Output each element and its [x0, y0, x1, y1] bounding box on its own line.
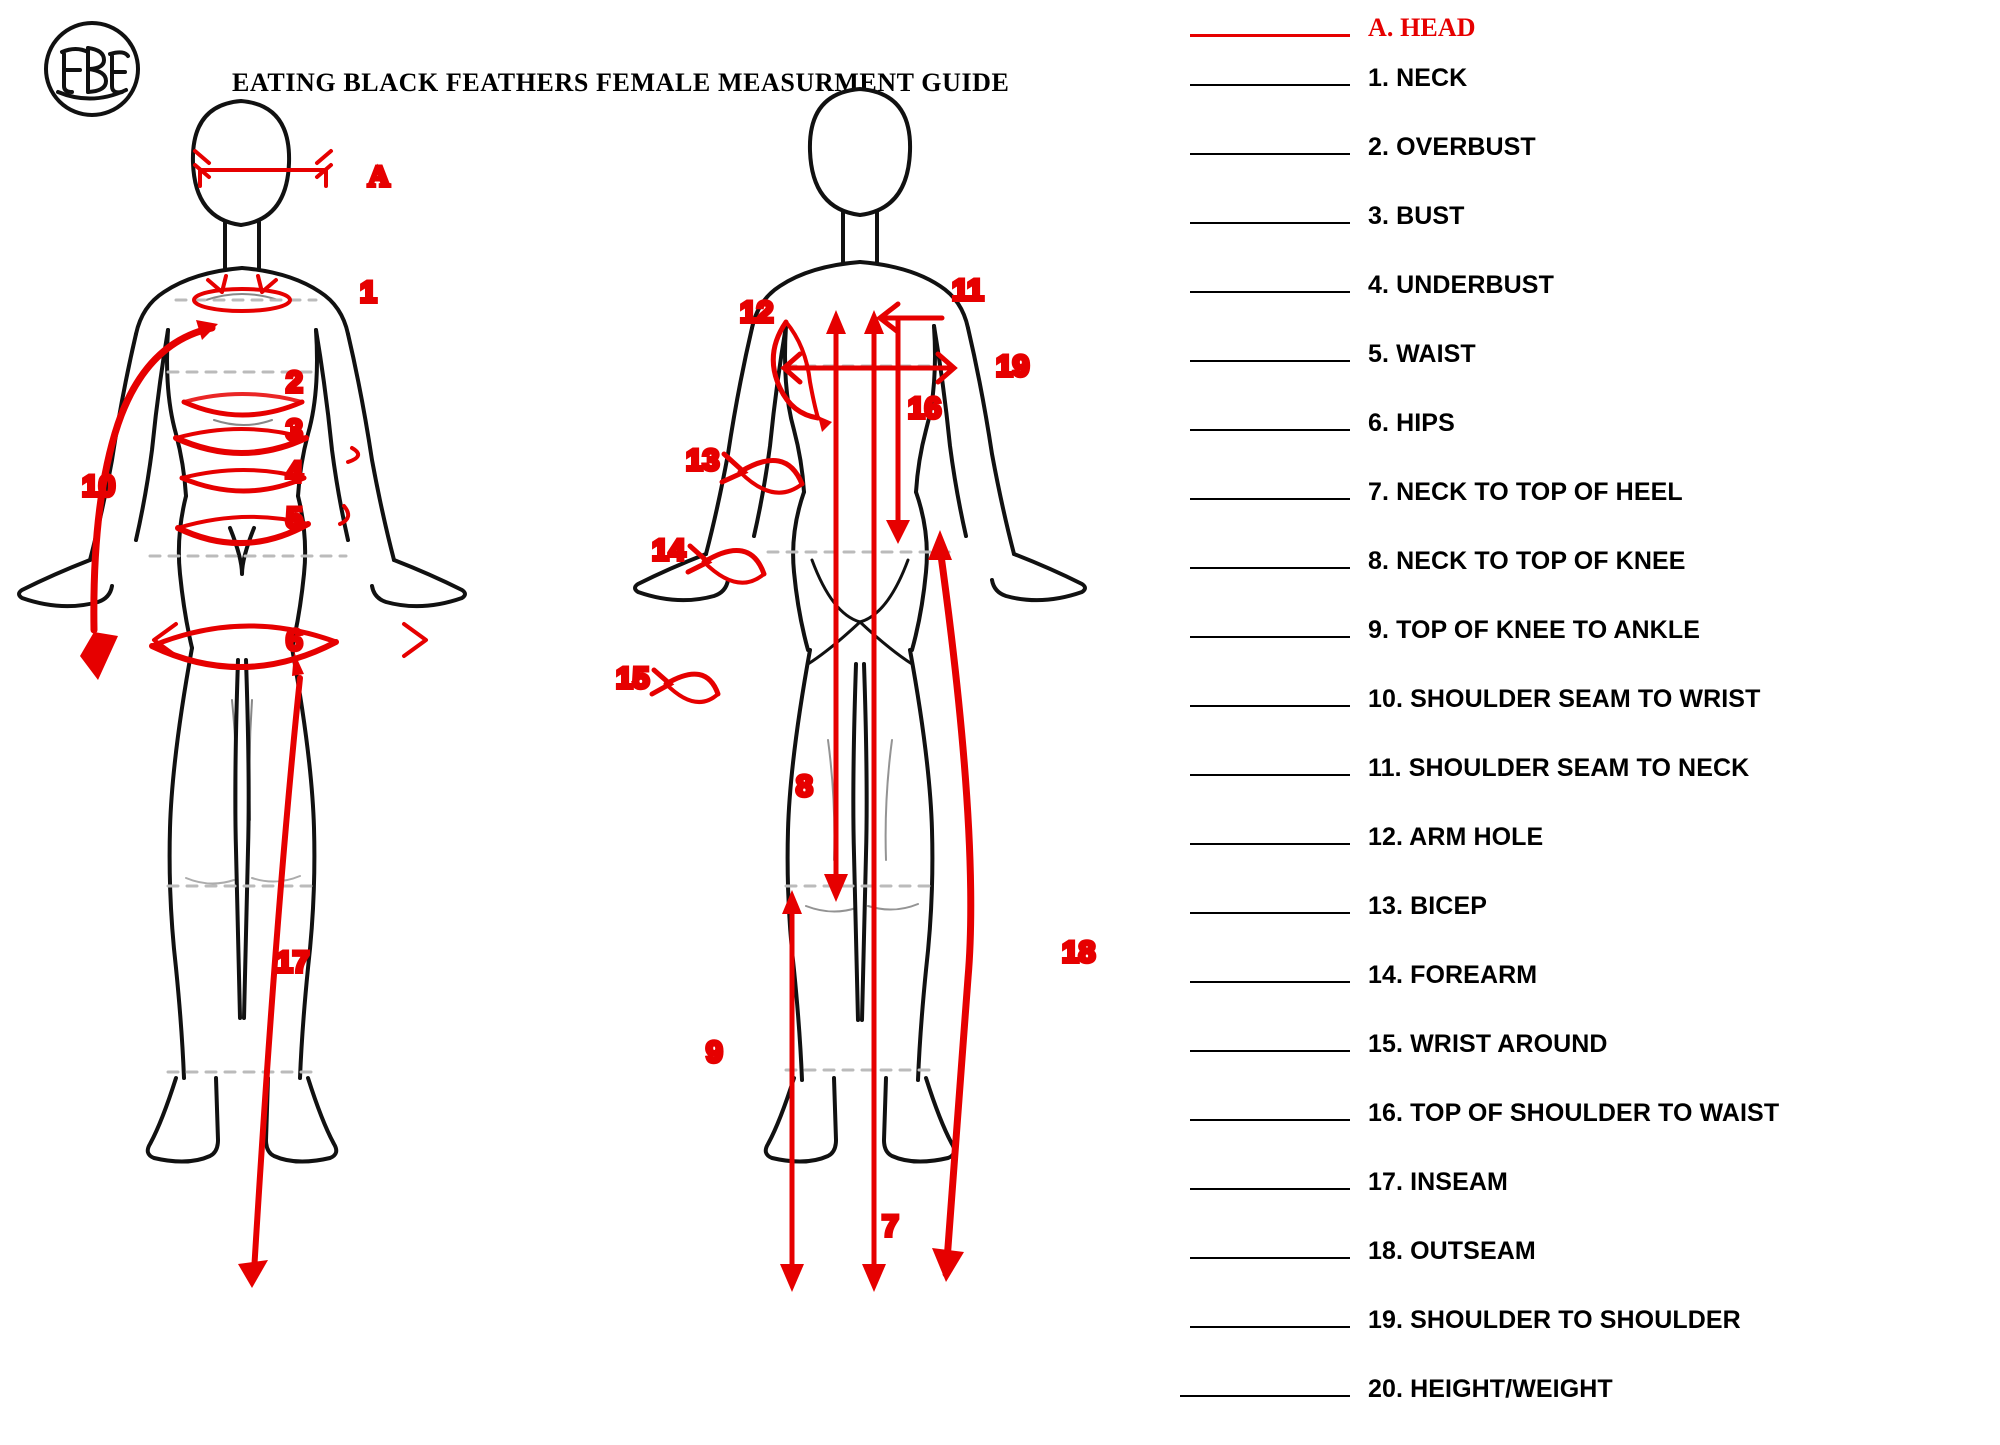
legend-item-label: 8. NECK TO TOP OF KNEE — [1368, 546, 1686, 575]
legend-item-label: 2. OVERBUST — [1368, 132, 1536, 161]
marker-19: 19 — [996, 350, 1030, 383]
legend-item[interactable] — [1190, 882, 1487, 930]
marker-9: 9 — [706, 1036, 723, 1069]
legend-item-label: 11. SHOULDER SEAM TO NECK — [1368, 753, 1750, 782]
legend-item[interactable] — [1190, 54, 1467, 102]
legend-item[interactable] — [1190, 951, 1537, 999]
legend-item-label: 15. WRIST AROUND — [1368, 1029, 1608, 1058]
legend-write-in-line[interactable] — [1190, 981, 1350, 983]
marker-5: 5 — [286, 502, 303, 535]
legend-item[interactable] — [1190, 606, 1700, 654]
legend-item-label: 18. OUTSEAM — [1368, 1236, 1536, 1265]
marker-18: 18 — [1062, 936, 1096, 969]
legend-item[interactable] — [1190, 192, 1465, 240]
legend-item-label: 5. WAIST — [1368, 339, 1476, 368]
legend-item-label: 13. BICEP — [1368, 891, 1488, 920]
legend-item[interactable] — [1190, 1227, 1536, 1275]
marker-8: 8 — [796, 770, 813, 803]
legend-item[interactable] — [1190, 675, 1760, 723]
legend-item[interactable] — [1190, 330, 1476, 378]
legend-write-in-line[interactable] — [1190, 1119, 1350, 1121]
marker-1: 1 — [360, 276, 377, 309]
legend-item-label: 9. TOP OF KNEE TO ANKLE — [1368, 615, 1700, 644]
marker-A: A — [368, 160, 390, 193]
legend-item[interactable] — [1190, 123, 1536, 171]
legend-item-label: 16. TOP OF SHOULDER TO WAIST — [1368, 1098, 1780, 1127]
marker-12: 12 — [740, 296, 774, 329]
legend-item-label: 1. NECK — [1368, 63, 1468, 92]
legend-item-label: 17. INSEAM — [1368, 1167, 1508, 1196]
legend-write-in-line[interactable] — [1190, 222, 1350, 224]
marker-17: 17 — [276, 946, 310, 979]
marker-4: 4 — [286, 456, 303, 489]
marker-2: 2 — [286, 366, 303, 399]
legend-item-label: 6. HIPS — [1368, 408, 1455, 437]
legend-item[interactable] — [1190, 1158, 1508, 1206]
legend-write-in-line[interactable] — [1190, 1326, 1350, 1328]
legend-item-label: A. HEAD — [1368, 13, 1476, 42]
marker-14: 14 — [652, 534, 686, 567]
legend-write-in-line[interactable] — [1190, 291, 1350, 293]
marker-15: 15 — [616, 662, 650, 695]
legend-write-in-line[interactable] — [1190, 84, 1350, 86]
marker-16: 16 — [908, 392, 942, 425]
legend-write-in-line[interactable] — [1190, 636, 1350, 638]
measurement-legend — [1190, 0, 2000, 1440]
back-measurement-annotations — [616, 274, 1095, 1292]
legend-write-in-line[interactable] — [1190, 567, 1350, 569]
legend-write-in-line[interactable] — [1190, 429, 1350, 431]
legend-write-in-line[interactable] — [1190, 1050, 1350, 1052]
legend-write-in-line[interactable] — [1190, 153, 1350, 155]
back-view-figure — [635, 89, 1085, 1162]
legend-write-in-line[interactable] — [1190, 498, 1350, 500]
legend-write-in-line[interactable] — [1190, 774, 1350, 776]
legend-item-label: 12. ARM HOLE — [1368, 822, 1544, 851]
legend-item-label: 19. SHOULDER TO SHOULDER — [1368, 1305, 1741, 1334]
marker-13: 13 — [686, 444, 720, 477]
legend-item[interactable] — [1190, 813, 1543, 861]
legend-item[interactable] — [1190, 468, 1683, 516]
legend-item[interactable] — [1190, 537, 1686, 585]
legend-write-in-line[interactable] — [1190, 1257, 1350, 1259]
legend-write-in-line[interactable] — [1190, 843, 1350, 845]
legend-item[interactable] — [1190, 1089, 1779, 1137]
marker-7: 7 — [882, 1210, 899, 1243]
legend-item[interactable] — [1190, 399, 1455, 447]
legend-item[interactable] — [1190, 1296, 1741, 1344]
legend-item[interactable] — [1190, 1020, 1608, 1068]
page-title: EATING BLACK FEATHERS FEMALE MEASURMENT GUIDE — [232, 68, 1010, 97]
legend-item[interactable] — [1190, 261, 1554, 309]
legend-write-in-line[interactable] — [1190, 912, 1350, 914]
front-measurement-annotations — [80, 151, 426, 1288]
marker-11: 11 — [952, 274, 984, 307]
legend-item-label: 4. UNDERBUST — [1368, 270, 1554, 299]
marker-6: 6 — [286, 624, 303, 657]
legend-write-in-line[interactable] — [1190, 34, 1350, 37]
legend-item-label: 3. BUST — [1368, 201, 1465, 230]
legend-item[interactable] — [1190, 744, 1749, 792]
legend-item-label: 14. FOREARM — [1368, 960, 1538, 989]
legend-item-label: 7. NECK TO TOP OF HEEL — [1368, 477, 1683, 506]
legend-write-in-line[interactable] — [1190, 360, 1350, 362]
legend-item[interactable] — [1190, 4, 1476, 52]
marker-3: 3 — [286, 414, 303, 447]
legend-item-label: 20. HEIGHT/WEIGHT — [1368, 1374, 1613, 1403]
legend-write-in-line[interactable] — [1190, 1188, 1350, 1190]
legend-write-in-line[interactable] — [1180, 1395, 1350, 1397]
front-view-figure — [19, 101, 465, 1162]
legend-item[interactable] — [1180, 1365, 1613, 1413]
legend-item-label: 10. SHOULDER SEAM TO WRIST — [1368, 684, 1761, 713]
legend-write-in-line[interactable] — [1190, 705, 1350, 707]
marker-10: 10 — [82, 470, 116, 503]
